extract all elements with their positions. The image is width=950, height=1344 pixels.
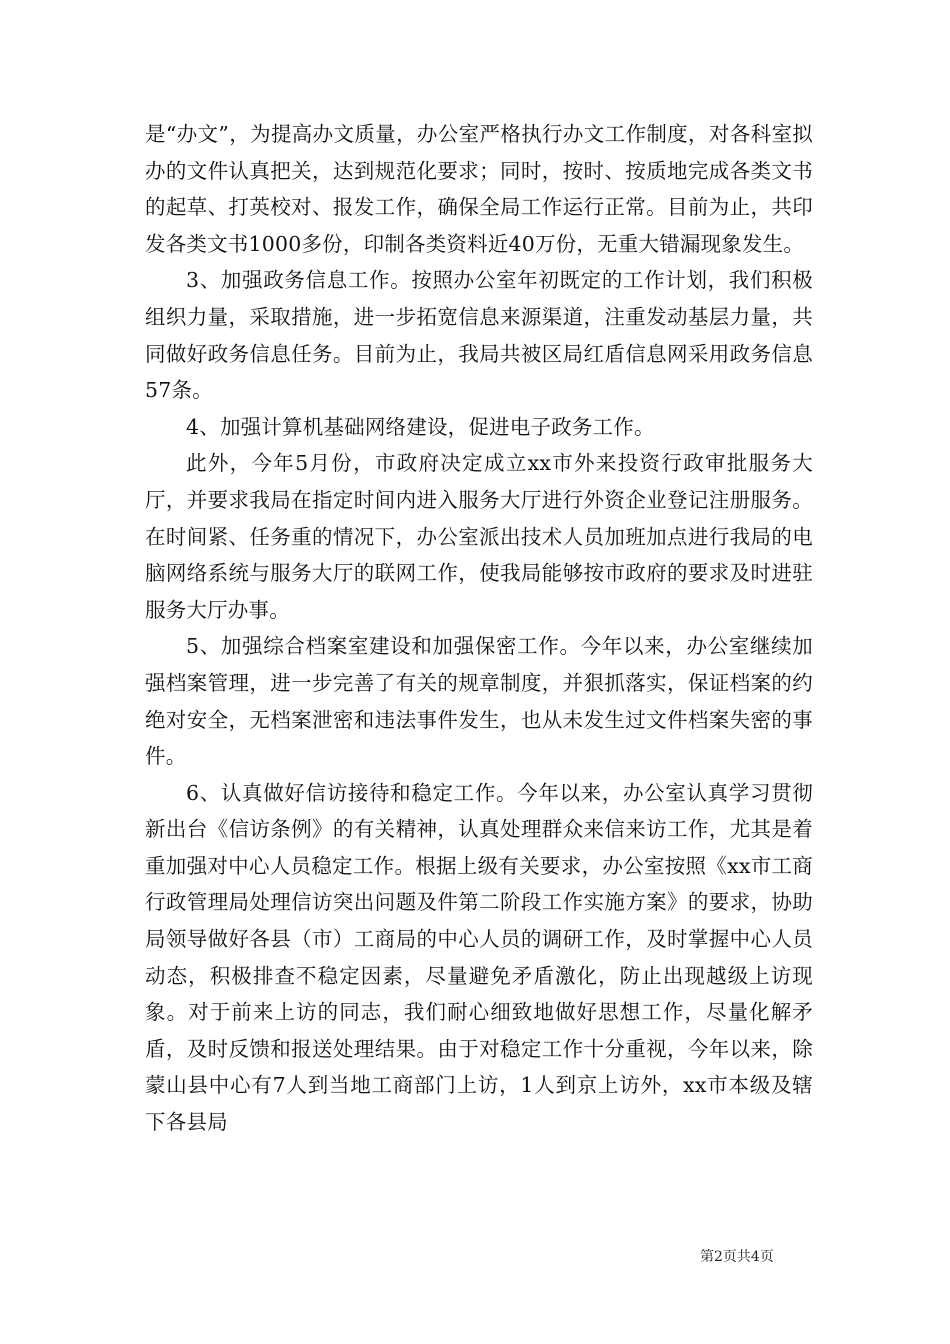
paragraph-1: 是“办文”，为提高办文质量，办公室严格执行办文工作制度，对各科室拟办的文件认真把关，达到规范化要求；同时，按时、按质地完成各类文书的起草、打英校对、报发工作，确保全局工作运行正常。目前为止，共印发各类文书1000多份，印制各类资料近40万份，无重大错漏现象发生。 bbox=[145, 122, 813, 256]
paragraph-2: 3、加强政务信息工作。按照办公室年初既定的工作计划，我们积极组织力量，采取措施，进一步拓宽信息来源渠道，注重发动基层力量，共同做好政务信息任务。目前为止，我局共被区局红盾信息网采用政务信息57条。 bbox=[145, 268, 813, 403]
paragraph-5: 5、加强综合档案室建设和加强保密工作。今年以来，办公室继续加强档案管理，进一步完善了有关的规章制度，并狠抓落实，保证档案的约绝对安全，无档案泄密和违法事件发生，也从未发生过文件档案失密的事件。 bbox=[145, 634, 813, 769]
document-body bbox=[145, 116, 813, 1141]
paragraph-4: 此外，今年5月份，市政府决定成立xx市外来投资行政审批服务大厅，并要求我局在指定时间内进入服务大厅进行外资企业登记注册服务。在时间紧、任务重的情况下，办公室派出技术人员加班加点进行我局的电脑网络系统与服务大厅的联网工作，使我局能够按市政府的要求及时进驻服务大厅办事。 bbox=[145, 451, 813, 622]
page-number-footer: 第2页共4页 bbox=[700, 1249, 774, 1265]
paragraph-6: 6、认真做好信访接待和稳定工作。今年以来，办公室认真学习贯彻新出台《信访条例》的有关精神，认真处理群众来信来访工作，尤其是着重加强对中心人员稳定工作。根据上级有关要求，办公室按照《xx市工商行政管理局处理信访突出问题及件第二阶段工作实施方案》的要求，协助局领导做好各县（市）工商局的中心人员的调研工作，及时掌握中心人员动态，积极排查不稳定因素，尽量避免矛盾激化，防止出现越级上访现象。对于前来上访的同志，我们耐心细致地做好思想工作，尽量化解矛盾，及时反馈和报送处理结果。由于对稳定工作十分重视，今年以来，除蒙山县中心有7人到当地工商部门上访，1人到京上访外，xx市本级及辖下各县局 bbox=[145, 780, 813, 1135]
paragraph-3: 4、加强计算机基础网络建设，促进电子政务工作。 bbox=[186, 414, 655, 439]
